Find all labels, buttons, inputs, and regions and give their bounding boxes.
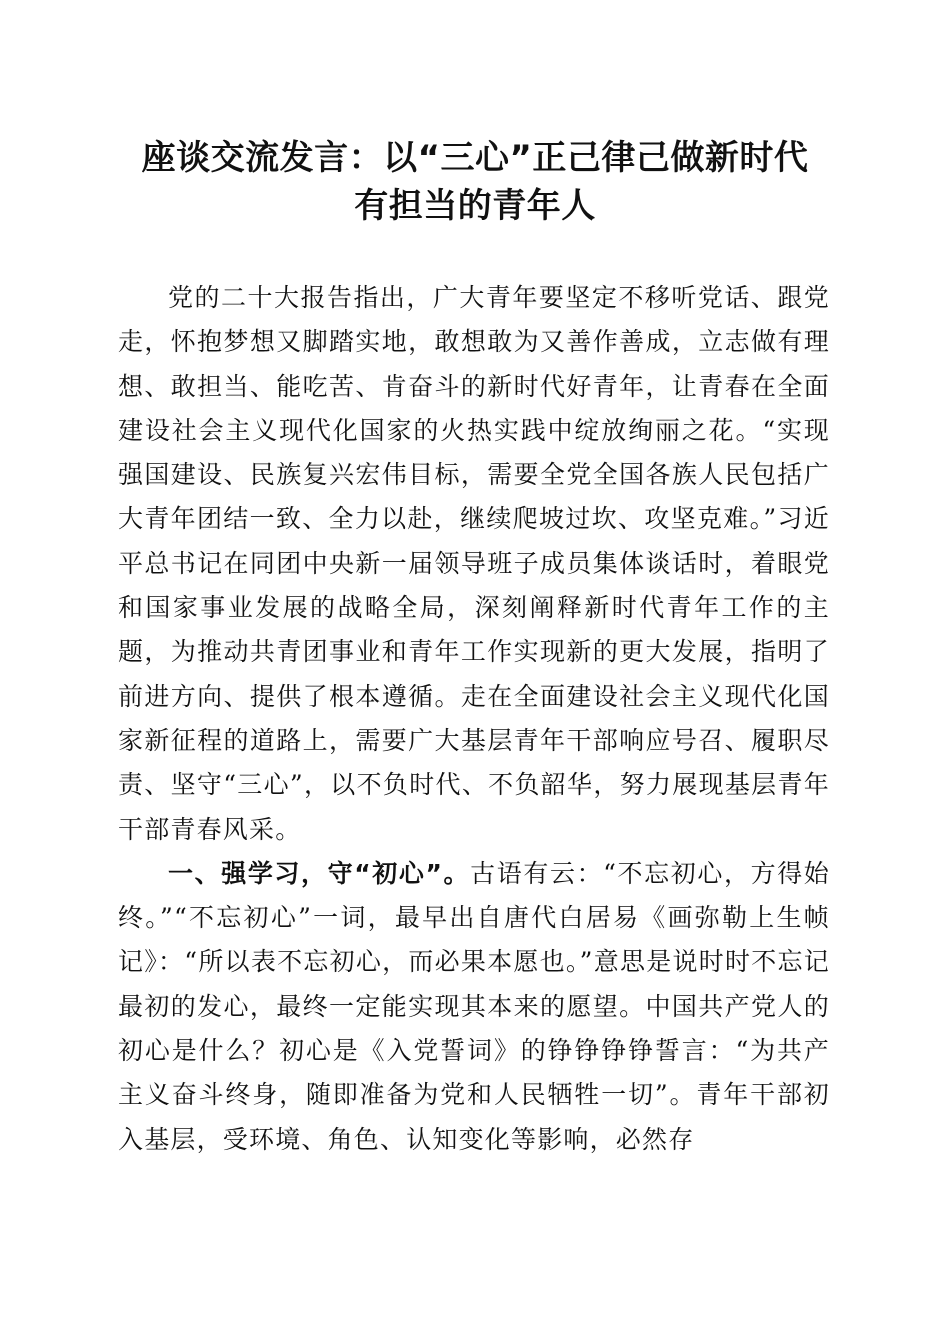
- paragraph-intro-text: 党的二十大报告指出，广大青年要坚定不移听党话、跟党走，怀抱梦想又脚踏实地，敢想敢为又善作善成，立志做有理想、敢担当、能吃苦、肯奋斗的新时代好青年，让青春在全面建设社会主义现代化国家的火热实践中绽放绚丽之花。“实现强国建设、民族复兴宏伟目标，需要全党全国各族人民包括广大青年团结一致、全力以赴，继续爬坡过坎、攻坚克难。”习近平总书记在同团中央新一届领导班子成员集体谈话时，着眼党和国家事业发展的战略全局，深刻阐释新时代青年工作的主题，为推动共青团事业和青年工作实现新的更大发展，指明了前进方向、提供了根本遵循。走在全面建设社会主义现代化国家新征程的道路上，需要广大基层青年干部响应号召、履职尽责、坚守“三心”，以不负时代、不负韶华，努力展现基层青年干部青春风采。: [118, 283, 830, 844]
- section-1-heading: 一、强学习，守“初心”。: [168, 858, 471, 888]
- document-title: [100, 134, 850, 230]
- title-line-1: 座谈交流发言：以“三心”正己律己做新时代: [141, 138, 809, 178]
- title-line-2: 有担当的青年人: [354, 186, 596, 226]
- paragraph-intro: [118, 276, 830, 852]
- section-1-text: 古语有云：“不忘初心，方得始终。”“不忘初心”一词，最早出自唐代白居易《画弥勒上生帧记》：“所以表不忘初心，而必果本愿也。”意思是说时时不忘记最初的发心，最终一定能实现其本来的愿望。中国共产党人的初心是什么？初心是《入党誓词》的铮铮铮铮誓言：“为共产主义奋斗终身，随即准备为党和人民牺牲一切”。青年干部初入基层，受环境、角色、认知变化等影响，必然存: [118, 858, 830, 1154]
- paragraph-section-1: [118, 852, 830, 1162]
- document-body: [118, 276, 830, 1162]
